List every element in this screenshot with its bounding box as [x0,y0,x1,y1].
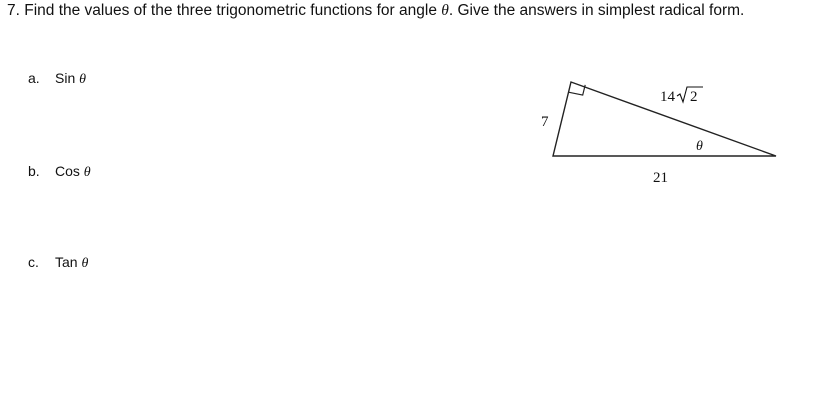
part-c-function: Tan [55,254,78,270]
part-a-theta: θ [79,72,87,87]
part-a-function: Sin [55,70,76,86]
question-text-end: . Give the answers in simplest radical form. [448,2,745,19]
triangle-diagram [520,70,800,190]
part-b-cos [28,163,91,181]
part-b-letter: b. [28,163,40,179]
part-a-letter: a. [28,70,40,86]
part-c-theta: θ [81,256,89,271]
question-prompt [7,2,744,20]
side-left-label: 7 [541,114,549,130]
right-triangle-figure [520,70,800,190]
question-theta-symbol: θ [441,2,449,19]
part-b-function: Cos [55,163,80,179]
base-label: 21 [653,170,668,186]
part-c-tan [28,254,88,272]
hypotenuse-label [660,87,703,105]
part-c-letter: c. [28,254,39,270]
hypotenuse-radicand: 2 [690,89,698,105]
part-b-theta: θ [83,165,91,180]
hypotenuse-coefficient: 14 [660,89,675,105]
part-a-sin [28,70,86,88]
question-text-start: 7. Find the values of the three trigonometric functions for angle [7,2,442,19]
angle-theta-label: θ [696,139,703,154]
